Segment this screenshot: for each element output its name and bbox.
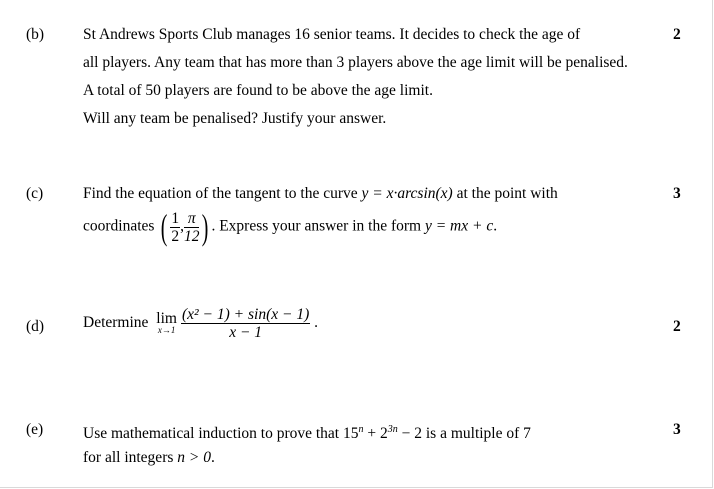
question-text: coordinates [83,217,155,235]
point-y-fraction: $\frac{\pi}{12}$ [183,209,200,245]
question-text-line: coordinates ( $\frac{1}{2}$ , $\frac{\pi}{12}$ ) . Express your answer in the form y = mx + c. [83,207,498,247]
question-text-line: St Andrews Sports Club manages 16 senior teams. It decides to check the age of [83,26,581,43]
curve-equation: y = x·arcsin(x) [361,185,453,202]
question-text: . [493,217,498,235]
condition: n > 0 [177,449,211,466]
question-text-line: Will any team be penalised? Justify your answer. [83,110,387,127]
marks: 3 [673,421,681,438]
question-label: (c) [26,185,44,202]
left-paren: ( [161,207,168,247]
question-text: at the point with [456,185,558,202]
question-text: Use mathematical induction to prove that [83,425,340,443]
point-x-fraction: $\frac{1}{2}$ [171,209,180,245]
induction-expression: $15^n + 2^{3n} - 2$ [342,424,422,443]
form-equation: y = mx + c [424,217,494,235]
question-text: . Express your answer in the form [211,217,422,235]
question-text: Find the equation of the tangent to the curve [83,185,358,202]
limit-operator: lim x→1 [156,310,177,335]
question-text-line: A total of 50 players are found to be above the age limit. [83,82,433,99]
question-label: (e) [26,421,44,438]
question-body [83,185,663,247]
question-label: (d) [26,318,45,335]
question-text-line: all players. Any team that has more than 3 players above the age limit will be penalised. [83,54,628,71]
marks: 2 [673,318,681,335]
marks: 3 [673,185,681,202]
question-text-line [83,421,663,449]
question-body [83,306,663,341]
question-text: . [210,449,215,466]
question-body [83,26,663,138]
right-paren: ) [202,207,209,247]
question-body [83,421,663,477]
question-text: Determine [83,314,149,332]
limit-fraction: $\frac{\text{(x² − 1) + sin(x − 1)}}{x - 1}$ [181,306,310,341]
question-text: is a multiple of 7 [425,425,531,443]
question-text-line [83,449,663,477]
marks: 2 [673,26,681,43]
question-label: (b) [26,26,45,43]
question-text: for all integers [83,449,174,466]
question-text: . [314,314,318,332]
